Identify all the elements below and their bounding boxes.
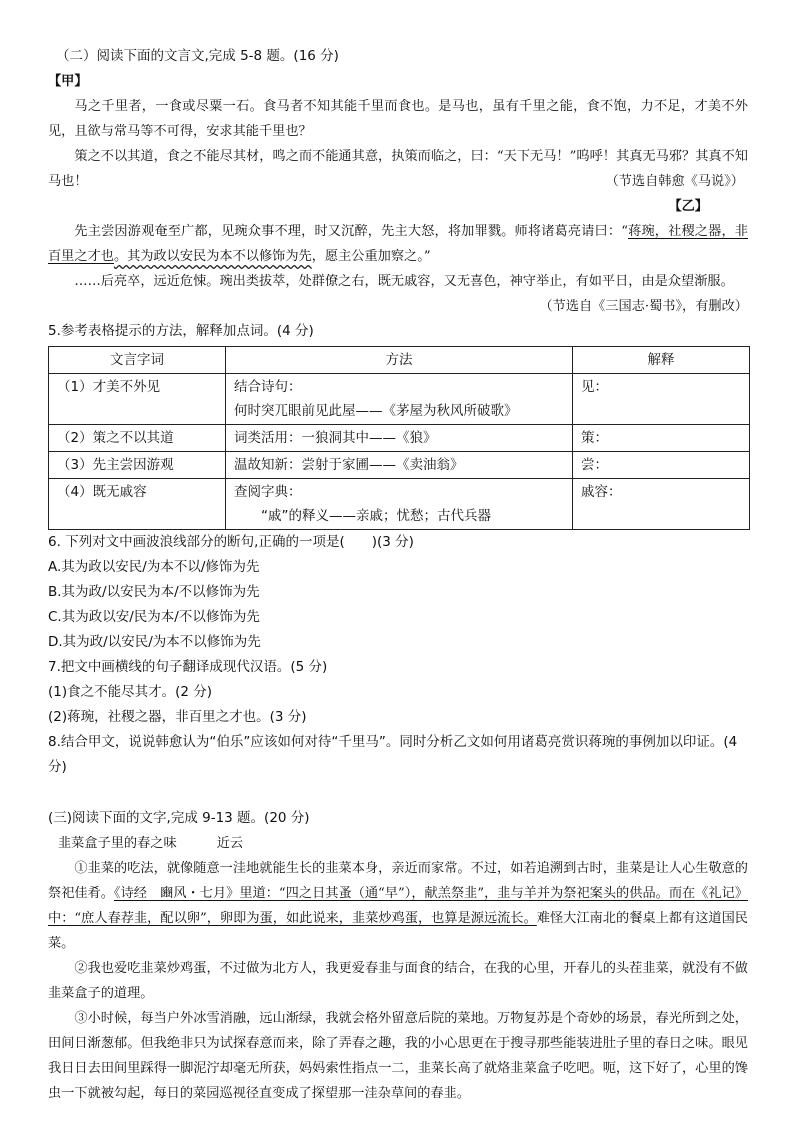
table-header: 文言字词 xyxy=(49,347,226,374)
passage-a-p1: 马之千里者，一食或尽粟一石。食马者不知其能千里而食也。是马也，虽有千里之能，食不饱，力不足，才美不外见，且欲与常马等不可得，安求其能千里也？ xyxy=(48,99,748,139)
tag-b: 【乙】 xyxy=(668,199,708,214)
question-7: 7.把文中画横线的句子翻译成现代汉语。(5 分) xyxy=(48,659,328,675)
table-row xyxy=(49,425,750,452)
option-a[interactable]: A.其为政以安民/为本不以/修饰为先 xyxy=(48,559,260,575)
article-title: 韭菜盒子里的春之味 xyxy=(58,836,177,851)
underlined-sentence: 蒋琬，社稷之器，非百里之才也 xyxy=(48,224,748,264)
table-cell-method xyxy=(226,374,573,425)
option-b[interactable]: B.其为政/以安民为本/不以修饰为先 xyxy=(48,584,260,600)
section3-title: (三)阅读下面的文字,完成 9-13 题。(20 分) xyxy=(48,810,310,826)
table-cell-method: 温故知新：尝射于家圃——《卖油翁》 xyxy=(226,452,573,479)
table-cell-word: （3）先主尝因游观 xyxy=(49,452,226,479)
question-6: 6. 下列对文中画波浪线部分的断句,正确的一项是( )(3 分) xyxy=(48,534,414,550)
wavy-sentence: 。其为政以安民为本不以修饰为先 xyxy=(113,249,312,264)
passage-b-p2: ……后亮卒，远近危悚。琬出类拔萃，处群僚之右，既无戚容，又无喜色，神守举止，有如平日，由是众望渐服。 xyxy=(74,274,734,289)
article-p1-a: ①韭菜的吃法，就像随意一洼地就能生长的韭菜本身，亲近而家常。不过，如若追溯到古时，韭菜是让人心生敬意的祭祀佳肴。 xyxy=(48,861,748,901)
passage-b-source: （节选自《三国志·蜀书》，有删改） xyxy=(539,299,748,314)
table-cell-method: 词类活用：一狼洞其中——《狼》 xyxy=(226,425,573,452)
article-p1-b: 难怪大江南北的餐桌上都有这道国民菜。 xyxy=(48,911,748,951)
article-p1 xyxy=(48,856,748,956)
article-heading xyxy=(58,831,748,856)
option-c[interactable]: C.其为政以安/民为本/不以修饰为先 xyxy=(48,609,260,625)
table-cell-answer[interactable]: 尝： xyxy=(573,452,750,479)
table-row xyxy=(49,452,750,479)
table-header: 方法 xyxy=(226,347,573,374)
method-line: 结合诗句： xyxy=(234,379,302,395)
q5-table xyxy=(48,346,750,530)
article-p2: ②我也爱吃韭菜炒鸡蛋，不过做为北方人，我更爱春韭与面食的结合，在我的心里，开春儿的头茬韭菜，就没有不做韭菜盒子的道理。 xyxy=(48,961,748,1001)
question-5: 5.参考表格提示的方法，解释加点词。(4 分) xyxy=(48,323,314,339)
question-8: 8.结合甲文，说说韩愈认为“伯乐”应该如何对待“千里马”。同时分析乙文如何用诸葛亮赏识蒋琬的事例加以印证。(4 分) xyxy=(48,734,738,775)
passage-b-p1 xyxy=(48,219,748,269)
table-cell-word: （2）策之不以其道 xyxy=(49,425,226,452)
table-cell-word: （1）才美不外见 xyxy=(49,374,226,425)
tag-a: 【甲】 xyxy=(48,74,88,89)
passage-a-source: （节选自韩愈《马说》） xyxy=(605,174,744,189)
table-cell-answer[interactable]: 见： xyxy=(573,374,750,425)
table-header: 解释 xyxy=(573,347,750,374)
table-header-row xyxy=(49,347,750,374)
table-row xyxy=(49,479,750,530)
table-cell-answer[interactable]: 戚容： xyxy=(573,479,750,530)
article-p3: ③小时候，每当户外冰雪消融，远山渐绿，我就会格外留意后院的菜地。万物复苏是个奇妙的场景，春光所到之处，田间日渐葱郁。但我绝非只为试探春意而来，除了弄春之趣，我的小心思更在于搜寻那些能装进肚子里的春日之味。眼见我日日去田间里踩得一脚泥泞却毫无所获，妈妈索性指点一二，韭菜长高了就烙韭菜盒子吃吧。呃，这下好了，心里的馋虫一下就被勾起，每日的菜园巡视径直变成了探望那一洼杂草间的春韭。 xyxy=(48,1011,748,1101)
q7-item-1: (1)食之不能尽其才。(2 分) xyxy=(48,684,213,700)
article-author: 近云 xyxy=(216,836,244,851)
method-line: 查阅字典： xyxy=(234,484,302,500)
table-cell-word: （4）既无戚容 xyxy=(49,479,226,530)
passage-a-p2 xyxy=(48,144,748,194)
table-cell-answer[interactable]: 策： xyxy=(573,425,750,452)
passage-b-p1-post: ，愿主公重加察之。” xyxy=(311,249,431,264)
table-cell-method xyxy=(226,479,573,530)
passage-a-p2-text: 策之不以其道，食之不能尽其材，鸣之而不能通其意，执策而临之，曰：“天下无马！”呜呼！其真无马邪？其真不知马也！ xyxy=(48,149,748,189)
method-line: 何时突兀眼前见此屋——《茅屋为秋风所破歌》 xyxy=(234,403,518,419)
document-page xyxy=(48,44,748,1106)
passage-b-p1-pre: 先主尝因游观奄至广都，见琬众事不理，时又沉醉，先主大怒，将加罪戮。师将诸葛亮请曰：“ xyxy=(74,224,628,239)
option-d[interactable]: D.其为政/以安民/为本不以修饰为先 xyxy=(48,634,261,650)
table-row xyxy=(49,374,750,425)
article-p1-underlined: 《诗经 豳风・七月》里道：“四之日其蚤（通“早”），献羔祭韭”，韭与羊并为祭祀案头的供品。而在《礼记》中：“庶人春荐韭，配以卵”，卵即为蛋，如此说来，韭菜炒鸡蛋，也算是源远流长。 xyxy=(48,886,749,926)
section2-title: （二）阅读下面的文言文,完成 5-8 题。(16 分) xyxy=(56,48,339,64)
q7-item-2: (2)蒋琬，社稷之器，非百里之才也。(3 分) xyxy=(48,709,307,725)
method-line: “戚”的释义——亲戚；忧愁；古代兵器 xyxy=(261,508,491,524)
